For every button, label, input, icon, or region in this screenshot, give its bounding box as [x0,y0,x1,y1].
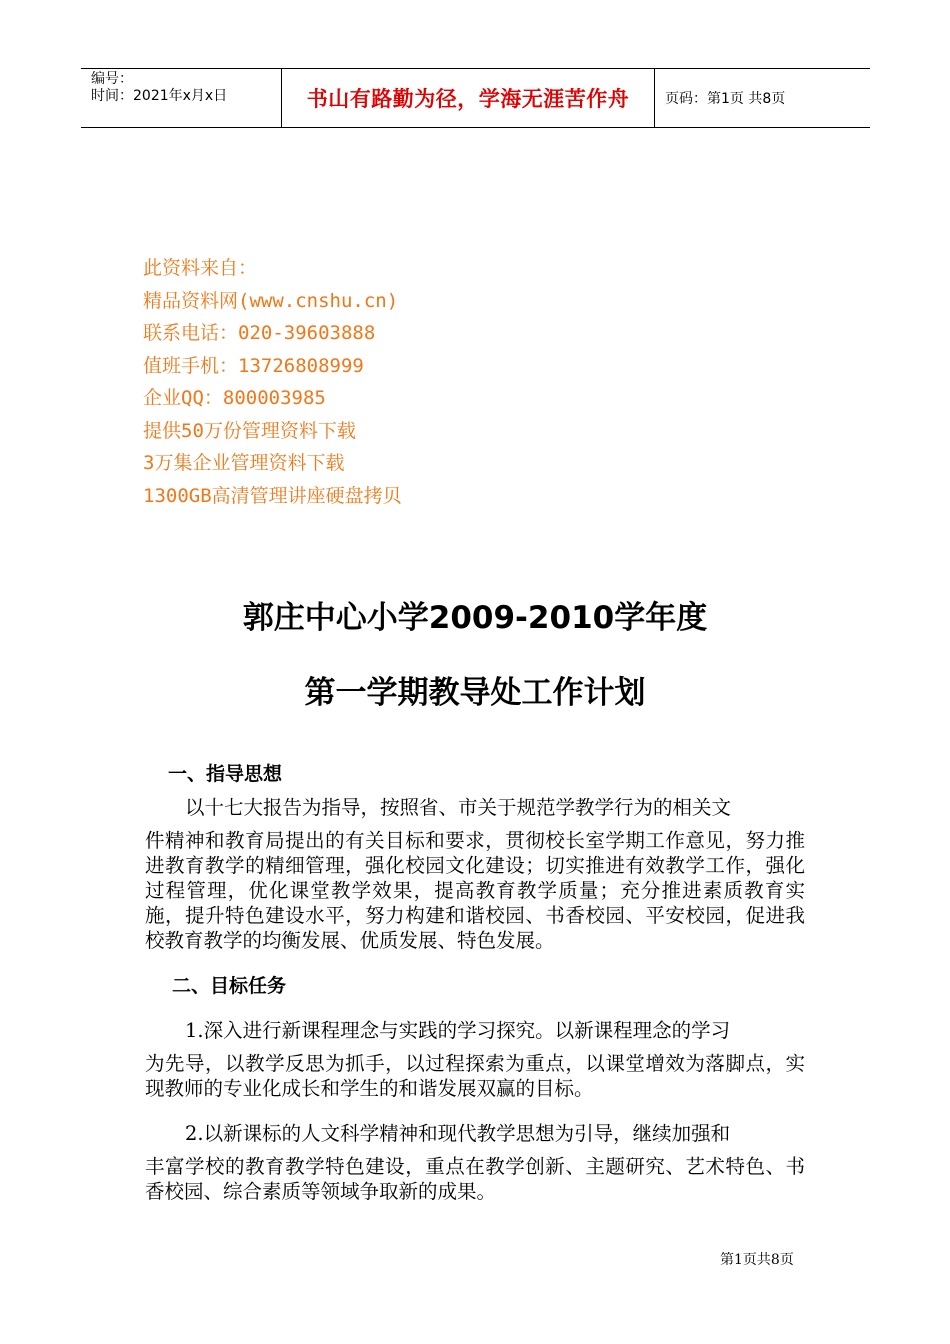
header-motto: 书山有路勤为径，学海无涯苦作舟 [282,69,655,127]
page-header [81,68,870,128]
paragraph-body: 件精神和教育局提出的有关目标和要求，贯彻校长室学期工作意见，努力推进教育教学的精细管理，强化校园文化建设；切实推进有效教学工作，强化过程管理，优化课堂教学效果，提高教育教学质量；充分推进素质教育实施，提升特色建设水平，努力构建和谐校园、书香校园、平安校园，促进我校教育教学的均衡发展、优质发展、特色发展。 [145,829,805,952]
paragraph-guiding-ideology [145,795,805,953]
paragraph-body: 为先导，以教学反思为抓手，以过程探索为重点，以课堂增效为落脚点，实现教师的专业化成长和学生的和谐发展双赢的目标。 [145,1052,805,1100]
header-left-cell [81,69,282,127]
paragraph-body: 丰富学校的教育教学特色建设，重点在教学创新、主题研究、艺术特色、书香校园、综合素质等领域争取新的成果。 [145,1155,805,1203]
section-heading-goals: 二、目标任务 [172,975,287,997]
page-footer: 第1页共8页 [720,1252,794,1268]
paragraph-first-line: 以十七大报告为指导，按照省、市关于规范学教学行为的相关文 [185,796,732,819]
document-number-label: 编号： [91,71,133,87]
source-line: 值班手机：13726808999 [143,354,364,377]
paragraph-first-line: 2.以新课标的人文科学精神和现代教学思想为引导，继续加强和 [185,1122,731,1145]
document-title-line2: 第一学期教导处工作计划 [304,675,646,711]
source-line: 联系电话：020-39603888 [143,322,376,344]
paragraph-goal-1 [145,1018,805,1101]
source-line: 提供50万份管理资料下载 [143,419,356,442]
document-time-label: 时间：2021年x月x日 [91,88,228,104]
source-line: 1300GB高清管理讲座硬盘拷贝 [143,484,402,507]
source-line: 此资料来自： [143,257,258,279]
paragraph-first-line: 1.深入进行新课程理念与实践的学习探究。以新课程理念的学习 [185,1019,731,1042]
source-line: 3万集企业管理资料下载 [143,452,345,474]
header-page-info: 页码：第1页 共8页 [665,91,786,107]
source-line: 企业QQ：800003985 [143,387,326,409]
source-info-block [143,252,402,512]
source-line: 精品资料网(www.cnshu.cn) [143,289,399,312]
document-title-line1: 郭庄中心小学2009-2010学年度 [242,600,708,636]
section-heading-guiding-ideology: 一、指导思想 [168,763,283,785]
paragraph-goal-2 [145,1121,805,1204]
